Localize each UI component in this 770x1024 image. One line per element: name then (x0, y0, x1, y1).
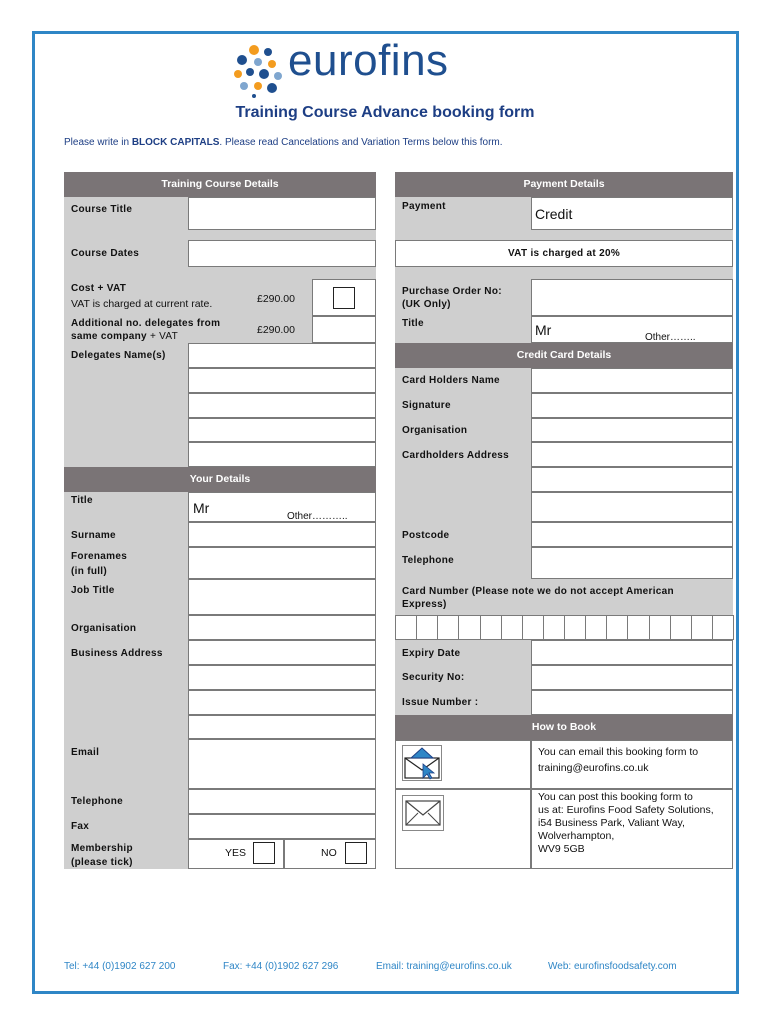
footer-web[interactable]: Web: eurofinsfoodsafety.com (548, 961, 677, 972)
card-number-digit-box[interactable] (458, 615, 480, 640)
business-address-input[interactable] (188, 715, 376, 739)
post-address-line: Wolverhampton, (538, 830, 615, 842)
post-booking-text: You can post this booking form to (538, 791, 693, 803)
membership-yes-label: YES (225, 847, 247, 859)
eurofins-logo (232, 36, 507, 98)
card-number-label: Card Number (Please note we do not accept American (402, 586, 674, 597)
footer-fax: Fax: +44 (0)1902 627 296 (223, 961, 339, 972)
postcode-label: Postcode (402, 530, 450, 541)
payment-label: Payment (402, 201, 446, 212)
spacer (395, 267, 733, 279)
telephone-label: Telephone (71, 796, 123, 807)
forenames-input[interactable] (188, 547, 376, 579)
card-number-digit-box[interactable] (480, 615, 502, 640)
payment-input-extra[interactable] (625, 197, 733, 230)
post-address-line: i54 Business Park, Valiant Way, (538, 817, 685, 829)
card-number-digit-box[interactable] (627, 615, 649, 640)
issue-label: Issue Number : (402, 697, 479, 708)
organisation-label: Organisation (71, 623, 137, 634)
cc-telephone-label: Telephone (402, 555, 454, 566)
delegate-name-input[interactable] (188, 393, 376, 418)
membership-yes-checkbox[interactable] (253, 842, 275, 864)
booking-email-link[interactable]: training@eurofins.co.uk (538, 762, 649, 774)
membership-sublabel: (please tick) (71, 857, 133, 868)
surname-input[interactable] (188, 522, 376, 547)
delegate-name-input[interactable] (188, 442, 376, 467)
card-number-digit-box[interactable] (712, 615, 734, 640)
logo-wordmark: eurofins (288, 36, 449, 85)
post-address-line: us at: Eurofins Food Safety Solutions, (538, 804, 714, 816)
footer-tel: Tel: +44 (0)1902 627 200 (64, 961, 176, 972)
card-number-sublabel: Express) (402, 599, 447, 610)
your-details-header: Your Details (64, 467, 376, 492)
spacer (395, 230, 733, 240)
post-address-line: WV9 5GB (538, 843, 585, 855)
security-label: Security No: (402, 672, 465, 683)
surname-label: Surname (71, 530, 116, 541)
letter-icon (402, 795, 444, 831)
business-address-input[interactable] (188, 640, 376, 665)
email-booking-text: You can email this booking form to (538, 746, 699, 758)
card-number-digit-box[interactable] (416, 615, 438, 640)
email-icon (402, 745, 442, 781)
card-number-digit-box[interactable] (606, 615, 628, 640)
course-dates-label: Course Dates (71, 248, 140, 259)
cc-name-label: Card Holders Name (402, 375, 500, 386)
cost-note: VAT is charged at current rate. (71, 298, 213, 310)
card-number-digit-box[interactable] (501, 615, 523, 640)
card-number-digit-box[interactable] (395, 615, 417, 640)
cc-org-input[interactable] (531, 418, 733, 442)
issue-input[interactable] (531, 690, 733, 715)
cc-address-input[interactable] (531, 442, 733, 467)
postcode-input[interactable] (531, 522, 733, 547)
job-title-label: Job Title (71, 585, 115, 596)
additional-label-2: same company + VAT (71, 331, 179, 342)
title-other: Other……….. (287, 511, 348, 522)
security-input[interactable] (531, 665, 733, 690)
organisation-input[interactable] (188, 615, 376, 640)
cc-address-label: Cardholders Address (402, 450, 510, 461)
card-number-digit-box[interactable] (564, 615, 586, 640)
delegate-name-input[interactable] (188, 368, 376, 393)
po-label: Purchase Order No: (402, 286, 502, 297)
payer-title-other: Other…….. (645, 332, 696, 343)
payer-title-value: Mr (535, 322, 552, 338)
fax-input[interactable] (188, 814, 376, 839)
cc-address-input[interactable] (531, 492, 733, 522)
additional-value: £290.00 (257, 324, 295, 336)
eurofins-dots-logo-icon (232, 44, 286, 98)
card-number-digit-box[interactable] (543, 615, 565, 640)
additional-count-input[interactable] (312, 316, 376, 343)
membership-no-checkbox[interactable] (345, 842, 367, 864)
spacer (64, 230, 376, 240)
signature-label: Signature (402, 400, 451, 411)
delegate-name-input[interactable] (188, 343, 376, 368)
delegates-label: Delegates Name(s) (71, 350, 166, 361)
card-number-digit-box[interactable] (522, 615, 544, 640)
cc-telephone-input[interactable] (531, 547, 733, 579)
cc-name-input[interactable] (531, 368, 733, 393)
expiry-label: Expiry Date (402, 648, 461, 659)
card-number-digit-box[interactable] (585, 615, 607, 640)
delegate-name-input[interactable] (188, 418, 376, 442)
business-address-input[interactable] (188, 665, 376, 690)
cc-address-input[interactable] (531, 467, 733, 492)
cost-checkbox[interactable] (333, 287, 355, 309)
forenames-sublabel: (in full) (71, 566, 108, 577)
membership-label: Membership (71, 843, 133, 854)
footer-email[interactable]: Email: training@eurofins.co.uk (376, 961, 512, 972)
card-number-digit-box[interactable] (691, 615, 713, 640)
telephone-input[interactable] (188, 789, 376, 814)
fax-label: Fax (71, 821, 90, 832)
business-address-label: Business Address (71, 648, 163, 659)
email-input[interactable] (188, 739, 376, 789)
email-label: Email (71, 747, 100, 758)
expiry-input[interactable] (531, 640, 733, 665)
payment-value: Credit (535, 206, 573, 222)
title-label: Title (71, 495, 93, 506)
instructions: Please write in BLOCK CAPITALS. Please read Cancelations and Variation Terms below this form. (64, 137, 503, 148)
card-number-digit-box[interactable] (437, 615, 459, 640)
course-title-input[interactable] (188, 197, 376, 230)
credit-card-header: Credit Card Details (395, 343, 733, 368)
membership-no-label: NO (321, 847, 337, 859)
cost-value: £290.00 (257, 293, 295, 305)
business-address-input[interactable] (188, 690, 376, 715)
payer-title-label: Title (402, 318, 424, 329)
card-number-digit-box[interactable] (670, 615, 692, 640)
cc-org-label: Organisation (402, 425, 468, 436)
po-sublabel: (UK Only) (402, 299, 451, 310)
title-value: Mr (193, 500, 210, 516)
payment-details-header: Payment Details (395, 172, 733, 197)
po-input[interactable] (531, 279, 733, 316)
form-title: Training Course Advance booking form (235, 104, 535, 121)
job-title-input[interactable] (188, 579, 376, 615)
vat-note: VAT is charged at 20% (507, 248, 621, 259)
how-to-book-header: How to Book (395, 715, 733, 740)
additional-label: Additional no. delegates from (71, 318, 221, 329)
spacer (64, 267, 376, 279)
delegates-cell (64, 343, 188, 467)
signature-input[interactable] (531, 393, 733, 418)
course-dates-input[interactable] (188, 240, 376, 267)
po-cell (395, 279, 531, 316)
card-number-digit-box[interactable] (649, 615, 671, 640)
course-title-label: Course Title (71, 204, 133, 215)
training-course-header: Training Course Details (64, 172, 376, 197)
forenames-label: Forenames (71, 551, 128, 562)
cost-label: Cost + VAT (71, 283, 127, 294)
